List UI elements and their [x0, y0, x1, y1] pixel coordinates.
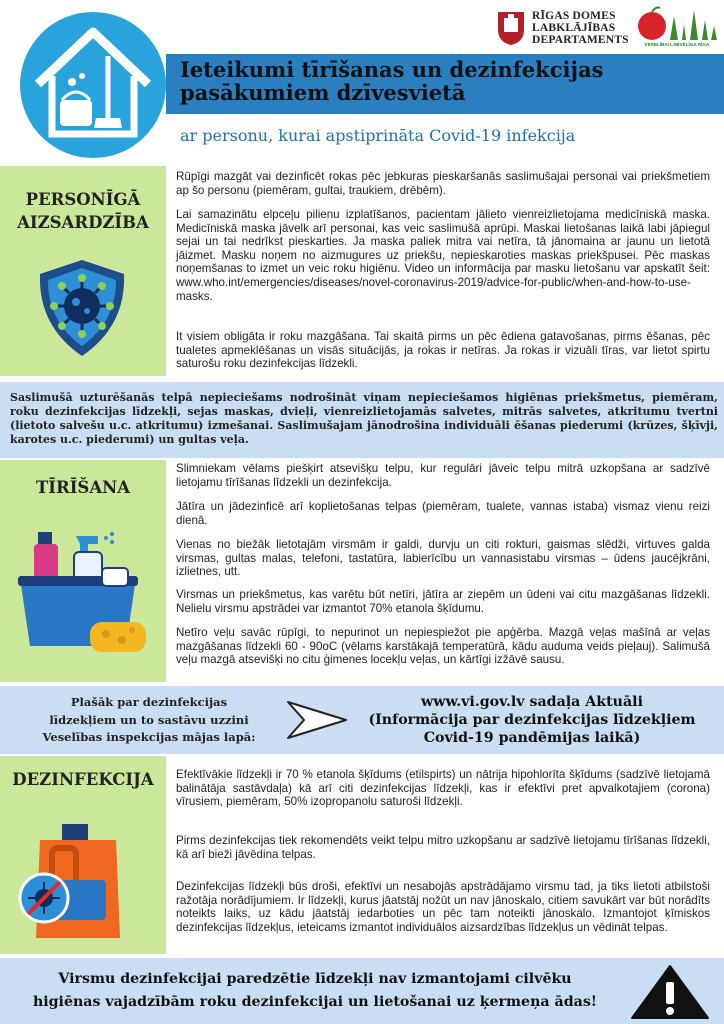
inspection-link[interactable] — [352, 693, 712, 747]
virus-shield-icon — [30, 256, 134, 360]
cleaning-para-3: Vienas no biežāk lietotajām virsmām ir galdi, durvju un citi rokturi, gaismas slēdži, virtuves galda virsmas, gultas malas, telefoni, tastatūra, labierīcību un vannasistabu virsmas – ūdens jaucējkrāni, izlietnes, utt. — [176, 538, 710, 579]
warning-line-2: higiēnas vajadzībām roku dezinfekcijai un lietošanai uz ķermeņa ādas! — [32, 994, 598, 1010]
disinfection-para-3: Dezinfekcijas līdzekļi būs droši, efektīvi un nesabojās apstrādājamo virsmu tad, ja tiks lietoti atbilstoši ražotāja norādījumiem. Ir līdzekļi, kurus jāatstāj nožūt un nav jānoskalo, citiem savukārt var būt norādīts noteikts laiks, uz kādu jāatstāj iedarboties un pēc tam noteikti jānoskalo. Izmantojot ķīmiskos dezinfekcijas līdzekļus, ieteicams izmantot individuālos aizsardzības līdzekļus un vēdināt telpas. — [176, 880, 710, 934]
warning-band — [0, 958, 724, 1024]
link-line-2: (Informācija par dezinfekcijas līdzekļiem — [368, 712, 696, 728]
info-line-2: līdzekļiem un to sastāvu uzzini — [49, 712, 249, 727]
logo-line-2: LABKLĀJĪBAS — [532, 22, 616, 34]
link-line-3: Covid-19 pandēmijas laikā) — [423, 730, 641, 746]
personal-protection-label — [0, 188, 166, 234]
logo-line-1: RĪGAS DOMES — [532, 10, 616, 22]
healthy-riga-logo — [634, 4, 720, 58]
personal-para-2: Lai samazinātu elpceļu pilienu izplatīšanos, pacientam jālieto vienreizlietojama medicīniskā maska. Medicīniskā maska jāvelk arī personai, kas veic saslimušā aprūpi. Maskai lietošanas laikā labi jāpiegul sejai un tai nedrīkst pieskarties. Ja maska paliek mitra vai netīra, tā jānomaina ar jaunu un lietotā jāizmet. Masku noņem no aizmugures uz priekšu, nepieskaroties maskas priekšpusei. Pēc maskas noņemšanas to izmet un veic roku higiēnu. Video un informācija par masku lietošanu var apskatīt šeit: www.who.int/emergencies/diseases/novel-coronavirus-2019/advice-for-public/when-and-how-to-use-masks. — [176, 208, 710, 303]
cleaning-supplies-icon — [14, 522, 160, 660]
warning-text — [10, 968, 620, 1014]
info-line-1: Plašāk par dezinfekcijas — [70, 695, 228, 709]
disinfectant-bottle-icon — [16, 818, 126, 946]
disinfection-para-1: Efektīvākie līdzekļi ir 70 % etanola šķīdums (etilspirts) un nātrija hipohlorīta šķīdums (sadzīvē lietojamā balinātāja sastāvdaļa) kā arī citi dezinfekcijas līdzekļi, kas ir efektīvi pret apvalkotajiem (corona) vīrusiem, piemēram, 50% izopropanolu saturoši līdzekļi. — [176, 768, 710, 809]
disinfection-para-2: Pirms dezinfekcijas tiek rekomendēts veikt telpu mitro uzkopšanu ar sadzīvē lietojamu tīrīšanas līdzekli, kā arī bieži jāvēdina telpas. — [176, 834, 710, 861]
logo-line-3: DEPARTAMENTS — [532, 34, 629, 46]
house-cleaning-icon — [20, 12, 166, 158]
warning-line-1: Virsmu dezinfekcijai paredzētie līdzekļi nav izmantojami cilvēku — [58, 971, 572, 987]
cleaning-label: TĪRĪŠANA — [35, 478, 131, 497]
hygiene-items-band — [0, 382, 724, 458]
cleaning-para-1: Slimniekam vēlams piešķirt atsevišķu telpu, kur regulāri jāveic telpu mitrā uzkopšana ar sadzīvē lietojamu tīrīšanas līdzekli un dezinfekcija. — [176, 462, 710, 489]
link-line-1[interactable]: www.vi.gov.lv sadaļa Aktuāli — [421, 694, 643, 710]
cleaning-para-2: Jātīra un jādezinficē arī koplietošanas telpas (piemēram, tualete, vannas istaba) vismaz vienu reizi dienā. — [176, 500, 710, 527]
personal-para-1: Rūpīgi mazgāt vai dezinficēt rokas pēc jebkuras pieskaršanās saslimušajai personai vai priekšmetiem ap šo personu (piemēram, gultai, traukiem, drēbēm). — [176, 170, 710, 197]
logo-caption: VESELĪBAI LABVĒLĪGA RĪGA — [644, 42, 710, 47]
apple-city-icon — [634, 4, 720, 42]
riga-welfare-logo — [496, 8, 629, 48]
page-title: Ieteikumi tīrīšanas un dezinfekcijas pasākumiem dzīvesvietā — [180, 57, 604, 105]
inspection-info-text — [24, 694, 274, 747]
personal-para-3: It visiem obligāta ir roku mazgāšana. Tai skaitā pirms un pēc ēdiena gatavošanas, pirms ēšanas, pēc tualetes apmeklēšanas un visās situācijās, ja rokas ir netīras. Ja rokas ir vizuāli tīras, var lietot spirtu saturošu roku dezinfekcijas līdzekli. — [176, 330, 710, 371]
label-line-2: AIZSARDZĪBA — [17, 213, 149, 232]
page-subtitle: ar personu, kurai apstiprināta Covid-19 infekcija — [180, 126, 576, 145]
riga-crest-icon — [496, 8, 526, 46]
hygiene-items-text: Saslimušā uzturēšanās telpā nepieciešams nodrošināt viņam nepieciešamos higiēnas priekšmetus, piemēram, roku dezinfekcijas līdzekļi, sejas maskas, dvieļi, vienreizlietojamās salvetes, mitrās salvetes, atkritumu tvertni (lietoto salvešu u.c. atkritumu) izmešanai. Saslimušajam jānodrošina individuāli ēšanas piederumi (krūzes, šķīvji, karotes u.c. piederumi) un gultas veļa. — [10, 391, 718, 446]
cleaning-para-5: Netīro veļu savāc rūpīgi, to nepurinot un nepiespiežot pie apģērba. Mazgā veļas mašīnā ar veļas mazgāšanas līdzekli 60 - 90oC (vēlams karstākajā temperatūrā, kādu auduma veids pieļauj). Salimušā veļu mazgā atsevišķi no citu ģimenes locekļu veļas, un kārtīgi izžāvē sausu. — [176, 626, 710, 667]
warning-triangle-icon — [630, 964, 710, 1020]
disinfection-label: DEZINFEKCIJA — [12, 770, 154, 789]
inspection-link-band — [0, 686, 724, 754]
info-line-3: Veselības inspekcijas mājas lapā: — [42, 730, 256, 744]
cleaning-para-4: Virsmas un priekšmetus, kas varētu būt netīri, jātīra ar ziepēm un ūdeni vai citu mazgāšanas līdzekli. Nelielu virsmu apstrādei var izmantot 70% etanola šķīdumu. — [176, 588, 710, 615]
arrow-right-icon — [286, 698, 350, 742]
label-line-1: PERSONĪGĀ — [25, 190, 141, 209]
